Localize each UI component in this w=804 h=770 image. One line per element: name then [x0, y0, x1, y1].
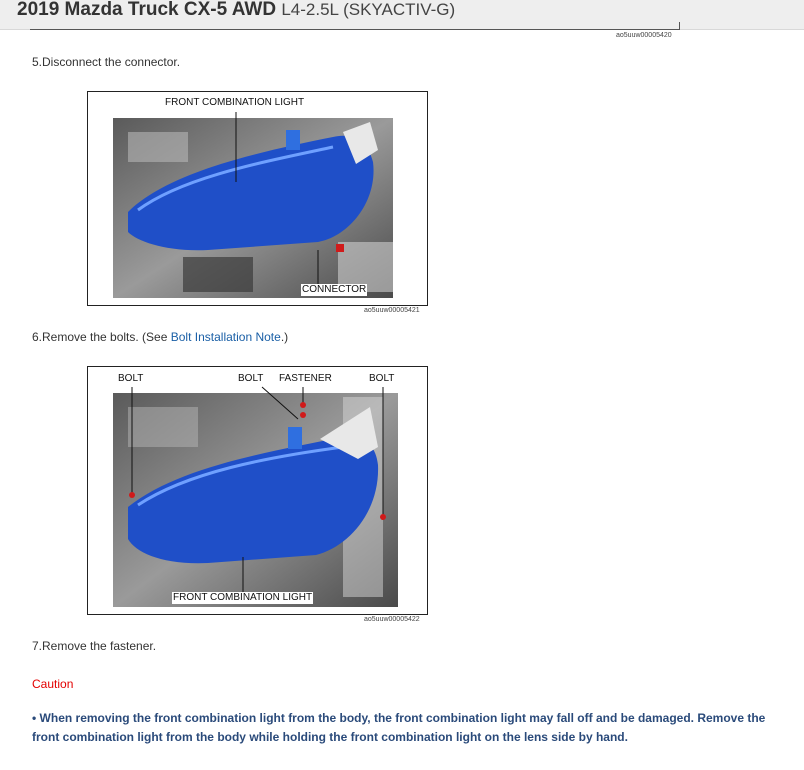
- caution-title: Caution: [32, 677, 74, 691]
- figure-id-2: ao5uuw00005422: [364, 616, 420, 623]
- headlight-illustration-1: [88, 92, 427, 305]
- step-6-prefix: 6.Remove the bolts. (See: [32, 330, 171, 344]
- engine-subtitle: L4-2.5L (SKYACTIV-G): [281, 0, 456, 19]
- label-connector: CONNECTOR: [302, 284, 367, 295]
- figure-id-top: ao5uuw00005420: [616, 32, 672, 39]
- caution-text: • When removing the front combination light from the body, the front combination light may fall off and be damaged. Remove the front combination light from the body while holding the front combination light on the lens side by hand.: [32, 711, 766, 744]
- vehicle-title: 2019 Mazda Truck CX-5 AWD: [17, 0, 277, 20]
- step-5-text: 5.Disconnect the connector.: [32, 55, 181, 69]
- figure-disconnect-connector: [87, 91, 428, 306]
- label-bolt-right: BOLT: [369, 373, 395, 384]
- label-bolt-left: BOLT: [118, 373, 144, 384]
- bolt-installation-note-link[interactable]: Bolt Installation Note: [170, 330, 281, 344]
- label-front-combination-light-2: FRONT COMBINATION LIGHT: [173, 592, 313, 603]
- step-6-text: [32, 330, 288, 344]
- figure-remove-bolts: [87, 366, 428, 615]
- step-7-text: 7.Remove the fastener.: [32, 639, 157, 653]
- divider-tick: [679, 22, 680, 30]
- divider: [30, 29, 680, 30]
- page-title: [17, 0, 455, 23]
- headlight-illustration-2: [88, 367, 427, 614]
- label-bolt-mid: BOLT: [238, 373, 264, 384]
- page-header: [0, 0, 804, 30]
- label-fastener: FASTENER: [279, 373, 332, 384]
- step-6-suffix: .): [280, 330, 289, 344]
- label-front-combination-light: FRONT COMBINATION LIGHT: [165, 97, 305, 108]
- figure-id-1: ao5uuw00005421: [364, 307, 420, 314]
